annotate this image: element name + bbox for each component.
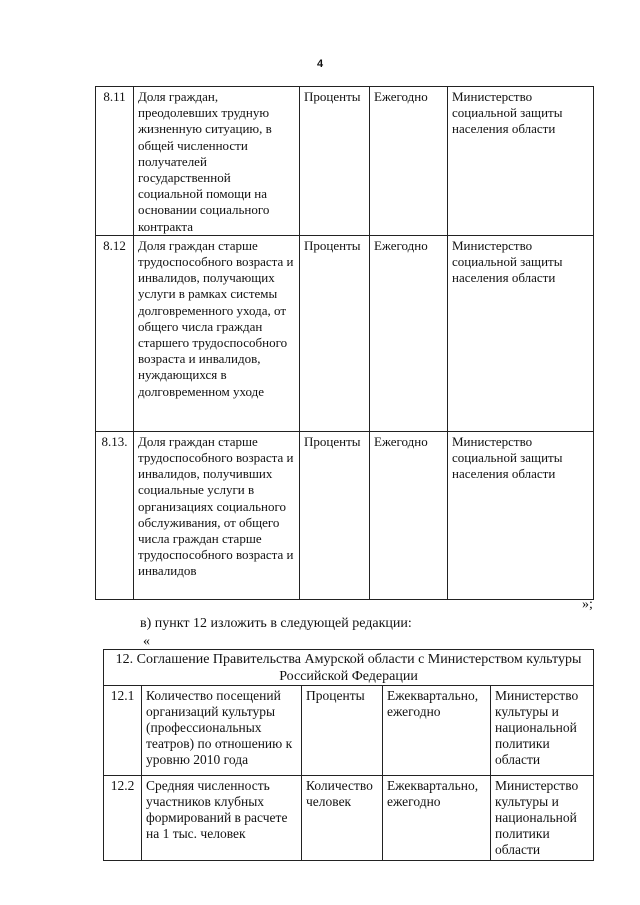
table-row bbox=[104, 686, 594, 776]
period-cell: Ежегодно bbox=[370, 235, 448, 431]
responsible-cell: Министерство социальной защиты населения области bbox=[448, 431, 594, 599]
row-number: 12.1 bbox=[104, 686, 142, 776]
responsible-cell: Министерство культуры и национальной политики области bbox=[491, 686, 594, 776]
unit-cell: Проценты bbox=[300, 87, 370, 236]
period-cell: Ежеквартально, ежегодно bbox=[383, 686, 491, 776]
unit-cell: Количество человек bbox=[302, 776, 383, 861]
responsible-cell: Министерство культуры и национальной политики области bbox=[491, 776, 594, 861]
section-header-row bbox=[104, 650, 594, 686]
amendment-instruction: в) пункт 12 изложить в следующей редакции: bbox=[140, 616, 412, 631]
period-cell: Ежегодно bbox=[370, 431, 448, 599]
table-row bbox=[96, 87, 594, 236]
responsible-cell: Министерство социальной защиты населения области bbox=[448, 87, 594, 236]
unit-cell: Проценты bbox=[300, 431, 370, 599]
table-row bbox=[96, 431, 594, 599]
indicators-table-section-8 bbox=[95, 86, 594, 600]
table-row bbox=[104, 776, 594, 861]
unit-cell: Проценты bbox=[302, 686, 383, 776]
row-number: 8.12 bbox=[96, 235, 134, 431]
indicator-name: Доля граждан старше трудоспособного возраста и инвалидов, получающих услуги в рамках системы долговременного ухода, от общего числа граждан старшего трудоспособного возраста и инвалидов, нуждающихся в долговременном уходе bbox=[134, 235, 300, 431]
indicators-table-section-12 bbox=[103, 649, 594, 861]
unit-cell: Проценты bbox=[300, 235, 370, 431]
closing-quote: »; bbox=[582, 597, 593, 612]
indicator-name: Количество посещений организаций культуры (профессиональных театров) по отношению к уровню 2010 года bbox=[142, 686, 302, 776]
period-cell: Ежеквартально, ежегодно bbox=[383, 776, 491, 861]
row-number: 8.13. bbox=[96, 431, 134, 599]
table-row bbox=[96, 235, 594, 431]
section-title: 12. Соглашение Правительства Амурской области с Министерством культуры Российской Федерации bbox=[104, 650, 594, 686]
responsible-cell: Министерство социальной защиты населения области bbox=[448, 235, 594, 431]
row-number: 12.2 bbox=[104, 776, 142, 861]
opening-quote: « bbox=[143, 634, 150, 649]
indicator-name: Доля граждан, преодолевших трудную жизненную ситуацию, в общей численности получателей государственной социальной помощи на основании социального контракта bbox=[134, 87, 300, 236]
period-cell: Ежегодно bbox=[370, 87, 448, 236]
indicator-name: Средняя численность участников клубных формирований в расчете на 1 тыс. человек bbox=[142, 776, 302, 861]
row-number: 8.11 bbox=[96, 87, 134, 236]
page-number: 4 bbox=[316, 58, 324, 70]
indicator-name: Доля граждан старше трудоспособного возраста и инвалидов, получивших социальные услуги в организациях социального обслуживания, от общего числа граждан старше трудоспособного возраста и инвалидов bbox=[134, 431, 300, 599]
